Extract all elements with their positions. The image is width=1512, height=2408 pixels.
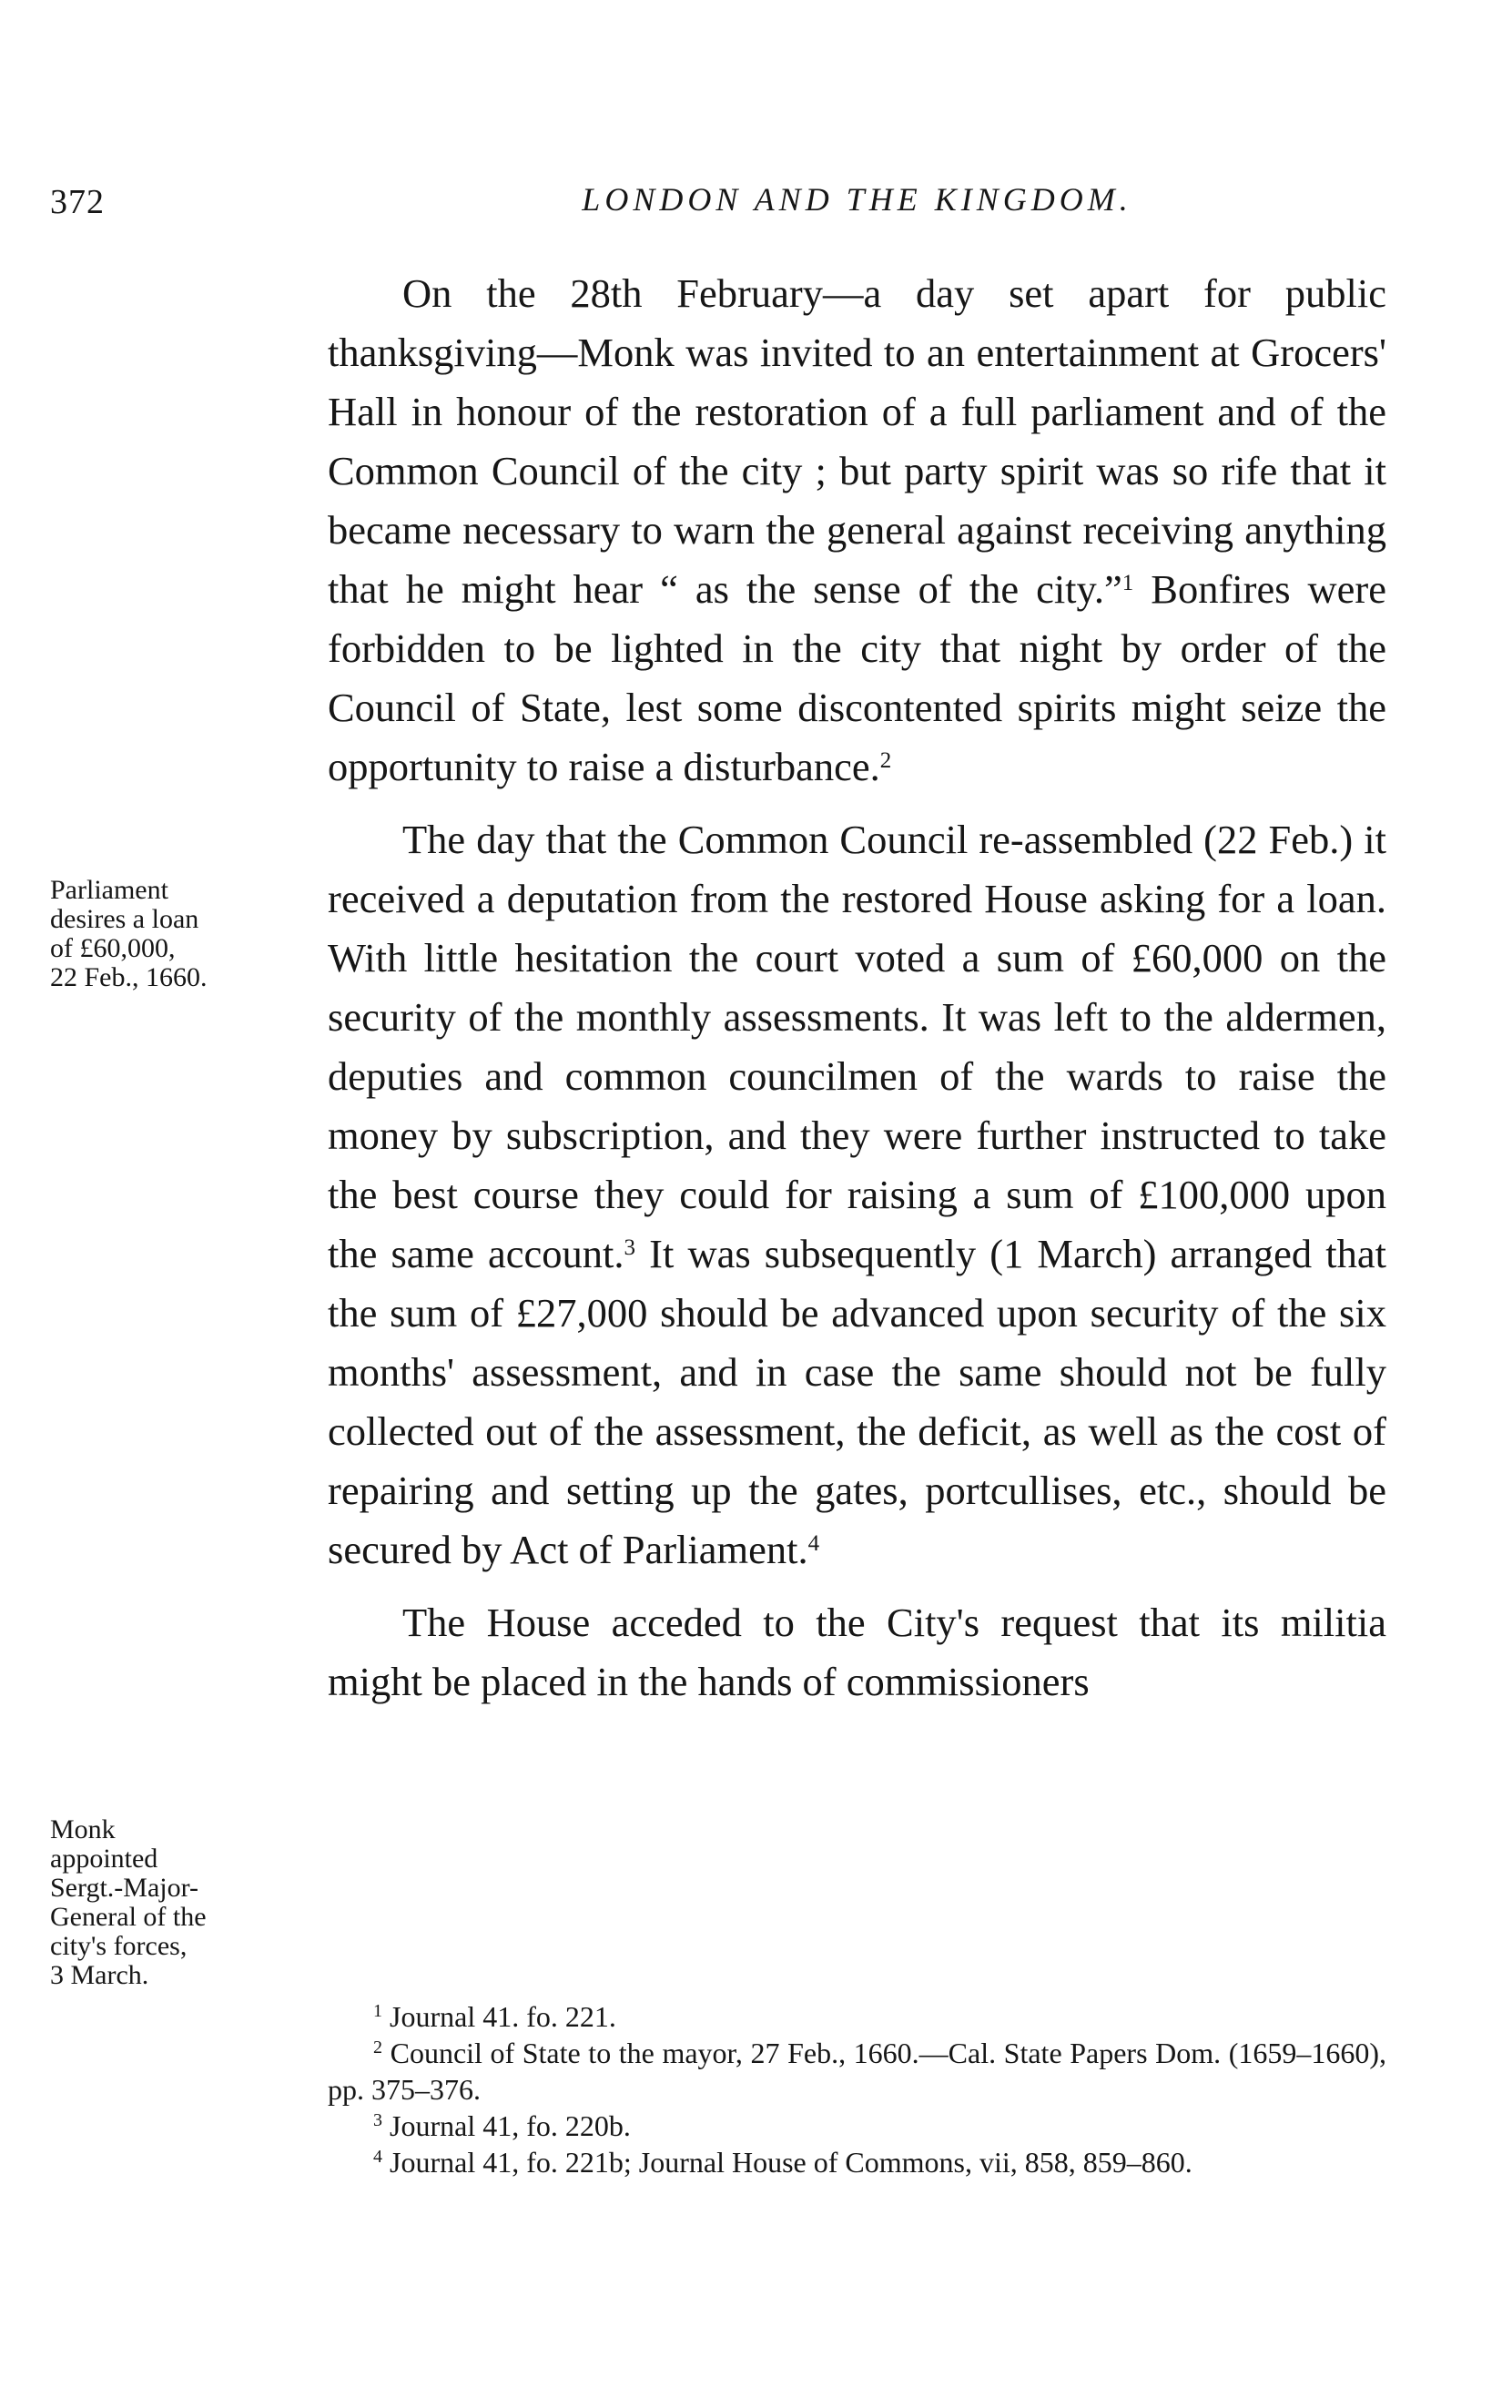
sidenote-line: Parliament: [50, 875, 168, 905]
text-segment: The day that the Common Council re-assembled (22 Feb.) it received a deputation from the restored House asking for a loan. With little hesitation the court voted a sum of £60,000 on the security of the monthly assessments. It was left to the aldermen, deputies and common councilmen of the wards to raise the money by subscription, and they were further instructed to take the best course they could for raising a sum of £100,000 upon the same account.: [328, 817, 1386, 1276]
page-number: 372: [50, 183, 105, 221]
sidenote-line: desires a loan: [50, 904, 199, 934]
paragraph-militia: [328, 1593, 1386, 1712]
sidenote-line: General of the: [50, 1902, 207, 1932]
sidenote-line: Sergt.-Major-: [50, 1873, 198, 1903]
footnote-2: [328, 2035, 1386, 2108]
text-segment: It was subsequently (1 March) arranged that the sum of £27,000 should be advanced upon security of the six months' assessment, and in case the same should not be fully collected out of the assessment, the deficit, as well as the cost of repairing and setting up the gates, portcullises, etc., should be secured by Act of Parliament.: [328, 1231, 1386, 1572]
footnote-text: Journal 41. fo. 221.: [390, 2000, 616, 2033]
sidenote-line: 22 Feb., 1660.: [50, 962, 208, 992]
footnote-mark: 4: [373, 2147, 382, 2167]
footnote-4: [328, 2144, 1386, 2180]
footnote-1: [328, 1998, 1386, 2035]
body-text: [328, 264, 1386, 1712]
running-head: LONDON AND THE KINGDOM.: [582, 181, 1132, 218]
footnote-ref-3: 3: [624, 1235, 636, 1260]
footnotes: [328, 1998, 1386, 2180]
text-segment: On the 28th February—a day set apart for public thanksgiving—Monk was invited to an entertainment at Grocers' Hall in honour of the restoration of a full parliament and of the Common Council of the city ; but party spirit was so rife that it became necessary to warn the general against receiving anything that he might hear “ as the sense of the city.”: [328, 270, 1386, 612]
footnote-mark: 3: [373, 2110, 382, 2130]
sidenote-line: appointed: [50, 1844, 158, 1874]
footnote-text: Council of State to the mayor, 27 Feb., 1660.—Cal. State Papers Dom. (1659–1660), pp. 375–376.: [328, 2037, 1387, 2106]
footnote-text: Journal 41, fo. 220b.: [390, 2109, 631, 2142]
paragraph-loan: [328, 810, 1386, 1580]
footnote-text: Journal 41, fo. 221b; Journal House of Commons, vii, 858, 859–860.: [390, 2146, 1192, 2179]
text-segment: Bonfires were forbidden to be lighted in the city that night by order of the Council of State, lest some discontented spirits might seize the opportunity to raise a disturbance.: [328, 566, 1386, 789]
sidenote-parliament-loan: [50, 876, 323, 992]
sidenote-line: of £60,000,: [50, 933, 176, 963]
paragraph-monk-entertainment: [328, 264, 1386, 797]
sidenote-line: city's forces,: [50, 1931, 188, 1961]
sidenote-line: 3 March.: [50, 1960, 149, 1990]
footnote-mark: 2: [373, 2037, 382, 2057]
footnote-ref-4: 4: [807, 1531, 820, 1556]
footnote-3: [328, 2108, 1386, 2144]
sidenote-line: Monk: [50, 1814, 116, 1844]
footnote-mark: 1: [373, 2001, 382, 2021]
footnote-ref-2: 2: [879, 748, 892, 773]
footnote-ref-1: 1: [1121, 571, 1134, 595]
text-segment: The House acceded to the City's request that its militia might be placed in the hands of commissioners: [328, 1600, 1386, 1704]
sidenote-monk-appointed: [50, 1815, 323, 1990]
